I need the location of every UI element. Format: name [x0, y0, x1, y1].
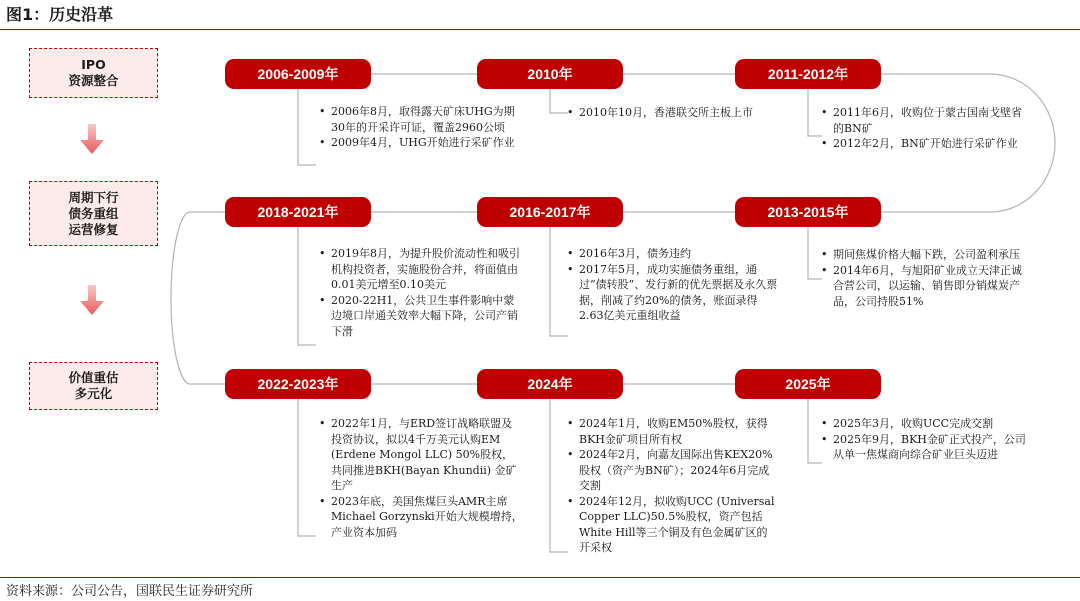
- event-item: • 2011年6月，收购位于蒙古国南戈壁省的BN矿: [820, 105, 1027, 136]
- event-item: • 2025年3月，收购UCC完成交割: [820, 416, 1027, 432]
- event-item: • 2023年底，美国焦煤巨头AMR主席Michael Gorzynski开始大规模增持，产业资本加码: [318, 494, 523, 541]
- event-item: • 2017年5月，成功实施债务重组，通过“债转股”、发行新的优先票据及永久票据，削减了约20%的债务，账面录得2.63亿美元重组收益: [566, 262, 778, 324]
- leader-2006: [298, 89, 316, 165]
- event-item: • 2009年4月，UHG开始进行采矿作业: [318, 135, 523, 151]
- phase-label-line: 运营修复: [68, 221, 119, 237]
- event-list-2022-2023: [318, 416, 523, 540]
- phase-cycle-downturn: [29, 181, 158, 246]
- figure-title: 图1：历史沿革: [6, 5, 114, 24]
- event-item: • 2010年10月，香港联交所主板上市: [566, 105, 781, 121]
- event-item: • 2016年3月，债务违约: [566, 246, 778, 262]
- down-arrow-icon: [80, 124, 104, 154]
- event-list-2013-2015: [820, 247, 1027, 309]
- milestone-pill-2006-2009: 2006-2009年: [225, 59, 371, 89]
- event-item: • 2024年12月，拟收购UCC (Universal Copper LLC)50.5%股权，资产包括White Hill等三个铜及有色金属矿区的开采权: [566, 494, 778, 556]
- phase-label-line: 资源整合: [68, 73, 119, 88]
- leader-2018: [298, 227, 316, 345]
- event-item: • 2020-22H1，公共卫生事件影响中蒙边境口岸通关效率大幅下降，公司产销下滑: [318, 293, 523, 340]
- event-list-2025: [820, 416, 1027, 463]
- event-item: • 2025年9月，BKH金矿正式投产，公司从单一焦煤商向综合矿业巨头迈进: [820, 432, 1027, 463]
- milestone-pill-2010: 2010年: [477, 59, 623, 89]
- milestone-pill-2025: 2025年: [735, 369, 881, 399]
- source-note: 资料来源：公司公告，国联民生证券研究所: [6, 584, 254, 599]
- phase-label-line: IPO: [81, 57, 106, 72]
- event-list-2016-2017: [566, 246, 778, 324]
- event-item: • 2006年8月，取得露天矿床UHG为期30年的开采许可证，覆盖2960公顷: [318, 104, 523, 135]
- milestone-pill-2022-2023: 2022-2023年: [225, 369, 371, 399]
- milestone-pill-2013-2015: 2013-2015年: [735, 197, 881, 227]
- event-list-2010: [566, 105, 781, 121]
- milestone-pill-2016-2017: 2016-2017年: [477, 197, 623, 227]
- event-item: • 2012年2月，BN矿开始进行采矿作业: [820, 136, 1027, 152]
- leader-2022: [298, 399, 316, 536]
- footer-divider: [0, 577, 1080, 578]
- down-arrow-icon: [80, 285, 104, 315]
- phase-label-line: 周期下行: [68, 189, 119, 205]
- event-list-2011-2012: [820, 105, 1027, 152]
- phase-value-revaluation: [29, 362, 158, 410]
- event-list-2024: [566, 416, 778, 556]
- milestone-pill-2018-2021: 2018-2021年: [225, 197, 371, 227]
- phase-label-line: 债务重组: [68, 205, 119, 221]
- phase-label-line: 价值重估: [68, 370, 119, 385]
- event-item: • 2019年8月，为提升股价流动性和吸引机构投资者，实施股份合并，将面值由0.01美元增至0.10美元: [318, 246, 523, 293]
- event-item: • 2024年2月，向嘉友国际出售KEX20%股权（资产为BN矿）；2024年6月完成交割: [566, 447, 778, 494]
- event-item: • 2014年6月，与旭阳矿业成立天津正诚合营公司，以运输、销售即分销煤炭产品，公司持股51%: [820, 263, 1027, 310]
- milestone-pill-2011-2012: 2011-2012年: [735, 59, 881, 89]
- event-list-2018-2021: [318, 246, 523, 339]
- event-item: • 2022年1月，与ERD签订战略联盟及投资协议，拟以4千万美元认购EM (Erdene Mongol LLC) 50%股权，共同推进BKH(Bayan Khundii) 金矿生产: [318, 416, 523, 494]
- event-list-2006-2009: [318, 104, 523, 151]
- event-item: • 2024年1月，收购EM50%股权，获得BKH金矿项目所有权: [566, 416, 778, 447]
- phase-label-line: 多元化: [74, 386, 113, 401]
- phase-ipo-resource-integration: [29, 48, 158, 98]
- event-item: • 期间焦煤价格大幅下跌，公司盈利承压: [820, 247, 1027, 263]
- track-turn-left: [171, 212, 226, 384]
- milestone-pill-2024: 2024年: [477, 369, 623, 399]
